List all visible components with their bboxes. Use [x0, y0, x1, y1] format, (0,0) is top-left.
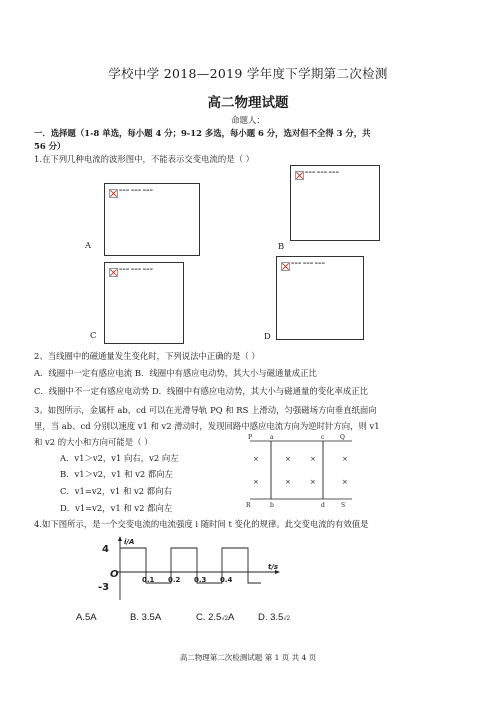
broken-image-icon — [109, 189, 118, 198]
cross-mark: × — [310, 455, 316, 463]
option-b-label: B — [278, 241, 285, 251]
y-max-label: 4 — [102, 544, 109, 555]
option-c-label: C — [90, 330, 97, 340]
option-d-label: D — [264, 331, 271, 341]
waveform-b-image — [290, 165, 380, 241]
sqrt2-symbol: √2 — [283, 616, 290, 622]
q4-option-d-label: D. 3.5 — [258, 612, 284, 623]
waveform-a-image — [104, 183, 200, 256]
cross-mark: × — [342, 455, 348, 463]
origin-label: O — [110, 569, 119, 580]
question-3-text-3: 和 v2 的大小和方向可能是（ ） — [34, 437, 153, 447]
question-2-options-cd: C．线圈中不一定有感应电动势 D．线圈中有感应电动势，其大小与磁通量的变化率成正比 — [34, 386, 369, 396]
label-Q: Q — [340, 434, 345, 441]
label-S: S — [341, 502, 346, 509]
image-caption: ▬▬▬ ▬▬▬ ▬▬▬ — [305, 170, 340, 174]
tick-label: 0.4 — [220, 576, 233, 584]
waveform-d-image — [276, 256, 364, 340]
label-a: a — [270, 434, 274, 441]
q4-option-c-unit: A — [228, 612, 235, 623]
question-3-option-a: A．v1＞v2，v1 向右，v2 向左 — [60, 453, 179, 463]
tick-label: 0.3 — [194, 576, 207, 584]
cross-mark: × — [285, 478, 291, 486]
image-caption: ▬▬▬ ▬▬▬ ▬▬▬ — [119, 188, 154, 192]
sqrt2-symbol: √2 — [221, 616, 228, 622]
q4-option-a: A.5A — [76, 612, 97, 623]
question-3-text-2: 里，当 ab、cd 分别以速度 v1 和 v2 滑动时，发现回路中感应电流方向为逆时针方向，则 v1 — [34, 421, 380, 431]
author-label: 命题人： — [231, 115, 265, 125]
label-b: b — [270, 502, 274, 509]
q4-option-c — [196, 612, 234, 623]
broken-image-icon — [295, 171, 304, 180]
current-time-graph — [96, 534, 286, 604]
option-a-label: A — [85, 240, 92, 250]
tick-label: 0.2 — [168, 576, 181, 584]
question-2-text: 2、当线圈中的磁通量发生变化时，下列说法中正确的是（ ） — [34, 351, 260, 361]
y-min-label: -3 — [98, 582, 110, 593]
q4-option-c-label: C. 2.5 — [196, 612, 222, 623]
q4-option-b: B. 3.5A — [130, 612, 162, 623]
waveform-c-image — [104, 262, 184, 344]
label-d: d — [321, 502, 325, 509]
page-footer: 高二物理第二次检测试题 第 1 页 共 4 页 — [179, 653, 317, 662]
question-3-option-c: C．v1=v2，v1 和 v2 都向右 — [60, 486, 172, 496]
rail-diagram — [240, 433, 360, 511]
question-3-text-1: 3、如图所示，金属杆 ab，cd 可以在光滑导轨 PQ 和 RS 上滑动，匀强磁场方向垂直纸面向 — [34, 405, 377, 415]
cross-mark: × — [253, 455, 259, 463]
question-2-options-ab: A．线圈中一定有感应电流 B．线圈中有感应电动势，其大小与磁通量成正比 — [34, 368, 317, 378]
question-3-option-b: B．v1＞v2，v1 和 v2 都向左 — [60, 469, 174, 479]
subject-title: 高二物理试题 — [207, 95, 289, 111]
section-heading-2: 56 分） — [34, 141, 66, 151]
label-R: R — [246, 502, 251, 509]
exam-title: 学校中学 2018—2019 学年度下学期第二次检测 — [108, 66, 388, 81]
cross-mark: × — [285, 455, 291, 463]
tick-label: 0.1 — [142, 576, 155, 584]
broken-image-icon — [281, 262, 290, 271]
q4-option-d — [258, 612, 290, 623]
question-1-text: 1.在下列几种电流的波形图中，不能表示交变电流的是（ ） — [34, 154, 255, 164]
section-heading-1: 一．选择题（1-8 单选，每小题 4 分；9-12 多选，每小题 6 分，选对但不全得 3 分，共 — [34, 128, 371, 138]
question-4-text: 4.如下图所示，是一个交变电流的电流强度 i 随时间 t 变化的规律。此交变电流的有效值是 — [34, 519, 369, 529]
broken-image-icon — [109, 268, 118, 277]
cross-mark: × — [310, 478, 316, 486]
label-c: c — [321, 434, 325, 441]
image-caption: ▬▬▬ ▬▬▬ ▬▬▬ — [119, 267, 154, 271]
question-3-option-d: D．v1=v2，v1 和 v2 都向左 — [60, 503, 173, 513]
y-axis-label: i/A — [124, 538, 135, 546]
cross-mark: × — [253, 478, 259, 486]
cross-mark: × — [342, 478, 348, 486]
label-P: P — [248, 434, 253, 441]
x-axis-label: t/s — [268, 563, 279, 571]
image-caption: ▬▬▬ ▬▬▬ ▬▬▬ — [291, 261, 326, 265]
